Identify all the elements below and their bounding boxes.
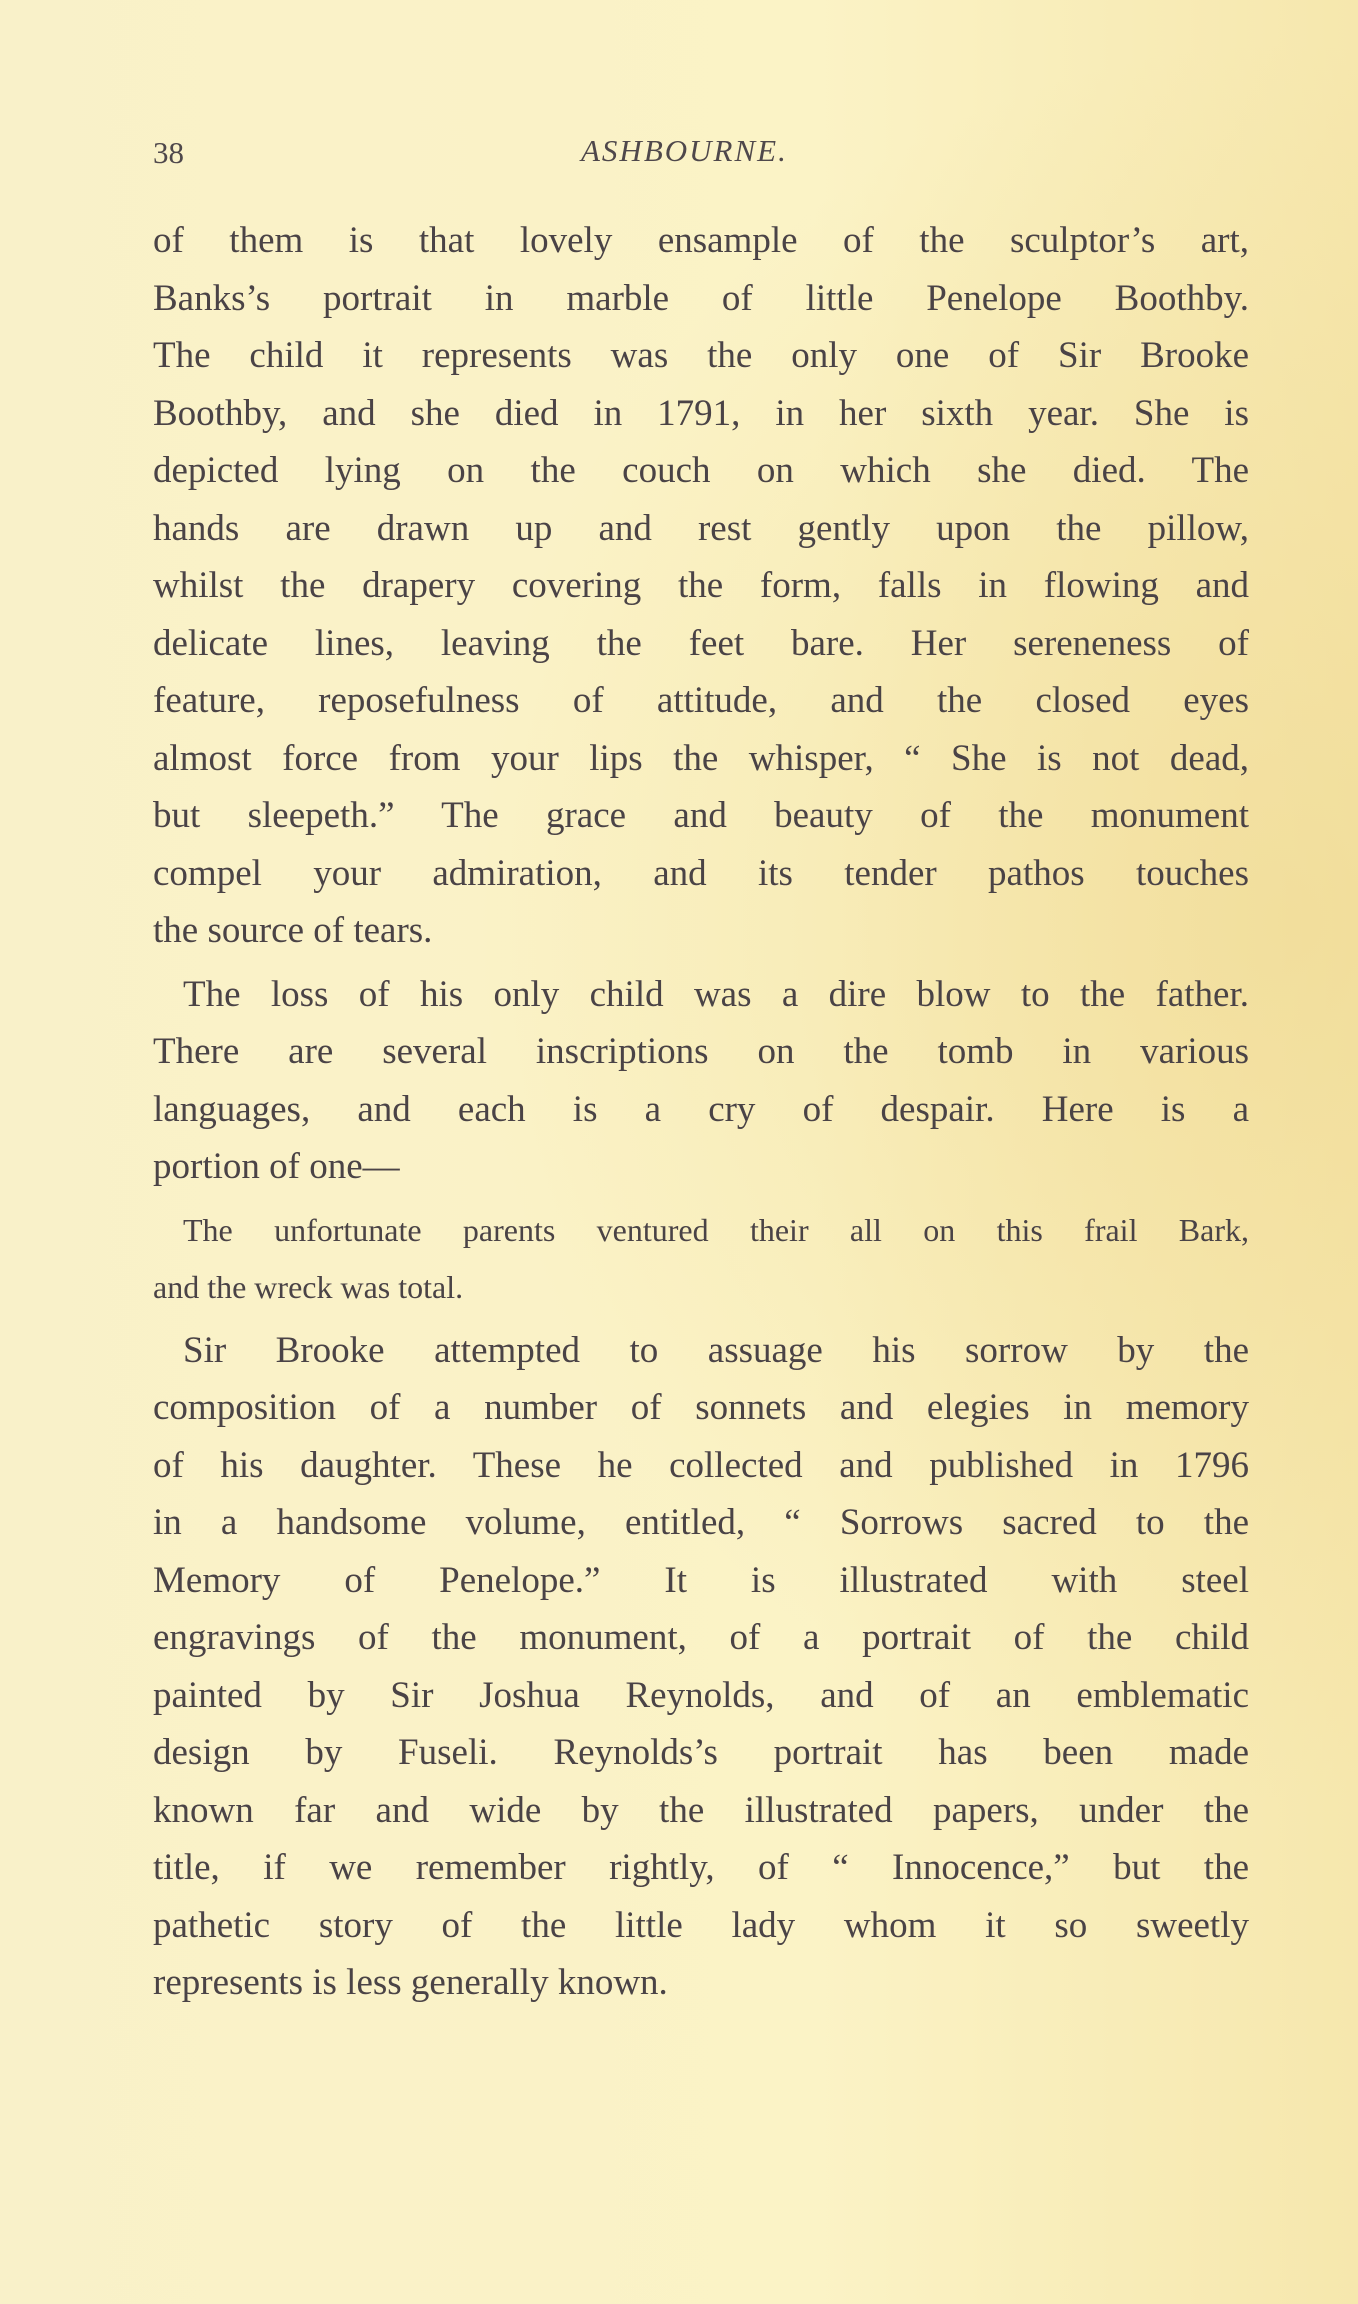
text-line: Boothby, and she died in 1791, in her sixth year. She is xyxy=(153,392,1249,434)
body-text xyxy=(153,212,1249,2012)
text-line: pathetic story of the little lady whom it so sweetly xyxy=(153,1904,1249,1946)
page-number: 38 xyxy=(153,135,184,170)
text-line: languages, and each is a cry of despair. Here is a xyxy=(153,1088,1249,1130)
text-line: There are several inscriptions on the tomb in various xyxy=(153,1031,1249,1072)
text-line: feature, reposefulness of attitude, and the closed eyes xyxy=(153,680,1249,721)
text-line: hands are drawn up and rest gently upon the pillow, xyxy=(153,507,1249,549)
text-line: portion of one— xyxy=(153,1146,400,1187)
paragraph-3 xyxy=(153,1322,1249,2012)
text-line: known far and wide by the illustrated papers, under the xyxy=(153,1789,1249,1831)
text-line: whilst the drapery covering the form, falls in flowing and xyxy=(153,565,1249,606)
text-line: composition of a number of sonnets and elegies in memory xyxy=(153,1387,1249,1428)
text-line: in a handsome volume, entitled, “ Sorrows sacred to the xyxy=(153,1502,1249,1543)
text-line: of his daughter. These he collected and published in 1796 xyxy=(153,1444,1249,1486)
text-line: engravings of the monument, of a portrait of the child xyxy=(153,1617,1249,1658)
text-line: title, if we remember rightly, of “ Innocence,” but the xyxy=(153,1847,1249,1888)
inscription-quote xyxy=(153,1202,1249,1316)
running-head-title: ASHBOURNE. xyxy=(581,133,788,168)
text-line: the source of tears. xyxy=(153,910,433,951)
text-line: The child it represents was the only one of Sir Brooke xyxy=(153,335,1249,376)
quote-line: The unfortunate parents ventured their all on this frail Bark, xyxy=(183,1211,1249,1248)
paragraph-2 xyxy=(153,966,1249,1196)
text-line: design by Fuseli. Reynolds’s portrait has been made xyxy=(153,1732,1249,1773)
text-line: compel your admiration, and its tender pathos touches xyxy=(153,852,1249,894)
text-line: Memory of Penelope.” It is illustrated with steel xyxy=(153,1559,1249,1601)
text-line: almost force from your lips the whisper, “ She is not dead, xyxy=(153,737,1249,779)
text-line: Banks’s portrait in marble of little Penelope Boothby. xyxy=(153,277,1249,319)
text-line: The loss of his only child was a dire blow to the father. xyxy=(183,973,1249,1015)
running-head xyxy=(153,133,1249,177)
text-line: painted by Sir Joshua Reynolds, and of an emblematic xyxy=(153,1674,1249,1716)
text-line: but sleepeth.” The grace and beauty of the monument xyxy=(153,795,1249,836)
text-line: depicted lying on the couch on which she died. The xyxy=(153,450,1249,491)
text-line: represents is less generally known. xyxy=(153,1962,668,2003)
quote-line: and the wreck was total. xyxy=(153,1268,464,1305)
text-line: delicate lines, leaving the feet bare. Her sereneness of xyxy=(153,622,1249,664)
text-line: of them is that lovely ensample of the sculptor’s art, xyxy=(153,220,1249,261)
paragraph-1 xyxy=(153,212,1249,960)
text-line: Sir Brooke attempted to assuage his sorrow by the xyxy=(183,1329,1249,1371)
